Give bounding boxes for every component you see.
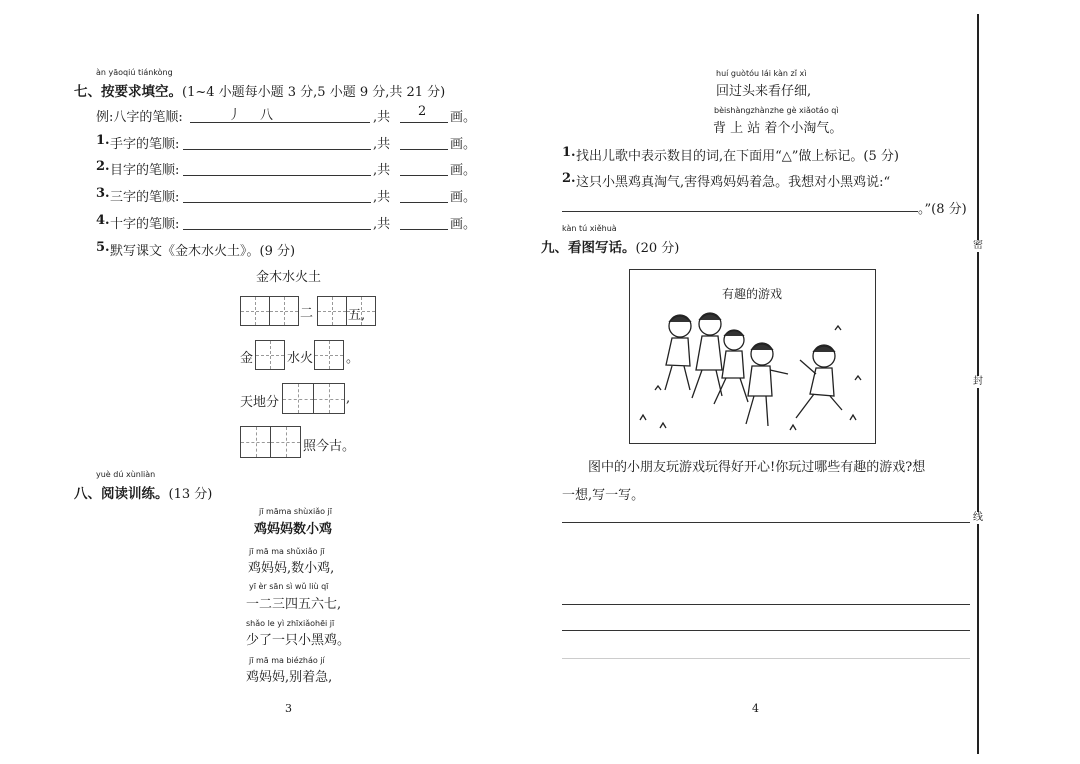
example-count-line: [400, 122, 448, 123]
poem-line2-end: 。: [346, 351, 360, 366]
q2-num: 2.: [562, 171, 576, 186]
page-number-3: 3: [285, 702, 292, 715]
s7-item3-hua: 画。: [450, 190, 477, 205]
s7-item2-count-line[interactable]: [400, 175, 448, 176]
s7-item3-label: 三字的笔顺:: [110, 190, 180, 205]
writing-grid-box[interactable]: [255, 340, 285, 370]
writing-grid-box[interactable]: [240, 426, 271, 458]
poem-cont-line2-text: 背 上 站 着个小淘气。: [713, 121, 843, 136]
poem-cont-line1-text: 回过头来看仔细,: [716, 84, 812, 99]
writing-grid-box[interactable]: [313, 383, 345, 414]
s8-line3-text: 少了一只小黑鸡。: [246, 633, 351, 648]
s7-item1-count-line[interactable]: [400, 149, 448, 150]
writing-grid-box[interactable]: [314, 340, 344, 370]
q2-end: 。”(8 分): [918, 202, 967, 217]
s7-item1-answer-line[interactable]: [183, 149, 371, 150]
picture-title: 有趣的游戏: [722, 287, 783, 301]
writing-grid-box[interactable]: [240, 296, 270, 326]
s7-item1-num: 1.: [96, 133, 110, 148]
s7-item4-label: 十字的笔顺:: [110, 217, 180, 232]
s7-score: (1~4 小题每小题 3 分,5 小题 9 分,共 21 分): [182, 85, 446, 100]
writing-line[interactable]: [562, 522, 970, 523]
q2-text: 这只小黑鸡真淘气,害得鸡妈妈着急。我想对小黑鸡说:“: [576, 175, 891, 190]
poem-line3-end: ,: [346, 391, 351, 406]
s7-item4-num: 4.: [96, 213, 110, 228]
writing-grid-box[interactable]: [282, 383, 314, 414]
s7-item5-num: 5.: [96, 240, 110, 255]
s8-line2-pinyin: yī èr sān sì wǔ liù qī: [249, 582, 329, 591]
s7-item1-gong: ,共: [373, 137, 391, 152]
s8-poem-pinyin: jī māma shùxiǎo jī: [259, 507, 332, 516]
s7-item1-hua: 画。: [450, 137, 477, 152]
page-number-4: 4: [752, 702, 759, 715]
children-playing-illustration: [629, 269, 876, 444]
s8-title: 八、阅读训练。: [74, 486, 169, 502]
s7-item4-hua: 画。: [450, 217, 477, 232]
poem-line1-end: 五,: [348, 308, 366, 323]
s7-item2-label: 目字的笔顺:: [110, 163, 180, 178]
s9-prompt-line1: 图中的小朋友玩游戏玩得好开心!你玩过哪些有趣的游戏?想: [588, 460, 926, 475]
s9-title: 九、看图写话。: [541, 240, 636, 256]
s8-line2-text: 一二三四五六七,: [246, 597, 342, 612]
writing-line[interactable]: [562, 630, 970, 631]
s7-pinyin: àn yāoqiú tiánkòng: [96, 68, 173, 77]
s7-item2-num: 2.: [96, 159, 110, 174]
example-gong: ,共: [373, 110, 391, 125]
margin-char-feng: 封: [973, 376, 983, 387]
s8-line4-pinyin: jī mā ma biézháo jí: [249, 656, 325, 665]
s8-line4-text: 鸡妈妈,别着急,: [246, 670, 333, 685]
example-stroke-2: 八: [260, 108, 274, 123]
example-hua: 画。: [450, 110, 477, 125]
writing-grid-box[interactable]: [270, 426, 301, 458]
s7-item2-answer-line[interactable]: [183, 175, 371, 176]
poem-line3-a: 天地分: [240, 395, 280, 410]
s7-poem-title: 金木水火土: [256, 270, 322, 285]
s7-title: 七、按要求填空。: [74, 84, 182, 100]
s9-score: (20 分): [635, 241, 680, 256]
example-stroke-1: 丿: [228, 108, 242, 123]
s7-item3-answer-line[interactable]: [183, 202, 371, 203]
s7-item4-gong: ,共: [373, 217, 391, 232]
q1-text: 找出儿歌中表示数目的词,在下面用“△”做上标记。(5 分): [576, 149, 899, 164]
s8-pinyin: yuè dú xùnliàn: [96, 470, 156, 479]
s7-item3-count-line[interactable]: [400, 202, 448, 203]
s7-item1-label: 手字的笔顺:: [110, 137, 180, 152]
poem-cont-line1-pinyin: huí guòtóu lái kàn zǐ xì: [716, 69, 807, 78]
q2-answer-line[interactable]: [562, 211, 918, 212]
writing-grid-box[interactable]: [317, 296, 347, 326]
children-playing-drawing: [630, 270, 875, 443]
example-answer-line: [190, 122, 370, 123]
poem-line2-a: 金: [240, 351, 254, 366]
writing-line[interactable]: [562, 604, 970, 605]
margin-char-mi: 密: [973, 240, 983, 251]
s8-line1-text: 鸡妈妈,数小鸡,: [248, 561, 335, 576]
s9-pinyin: kàn tú xiěhuà: [562, 224, 617, 233]
writing-grid-box[interactable]: [269, 296, 299, 326]
s7-item3-num: 3.: [96, 186, 110, 201]
s8-poem-title: 鸡妈妈数小鸡: [254, 522, 333, 537]
s8-heading: [74, 482, 212, 502]
s8-line1-pinyin: jī mā ma shǔxiǎo jī: [249, 547, 325, 556]
poem-line2-b: 水火: [287, 351, 314, 366]
margin-char-xian: 线: [973, 512, 983, 523]
example-count: 2: [418, 104, 427, 119]
poem-cont-line2-pinyin: bèishàngzhànzhe gè xiǎotáo qì: [714, 106, 839, 115]
s7-heading: [74, 80, 445, 100]
s7-example-label: 例:八字的笔顺:: [96, 110, 183, 125]
s9-prompt-line2: 一想,写一写。: [562, 488, 645, 503]
writing-line[interactable]: [562, 658, 970, 659]
s7-item5-label: 默写课文《金木水火土》。(9 分): [110, 244, 296, 259]
s7-item2-hua: 画。: [450, 163, 477, 178]
s7-item2-gong: ,共: [373, 163, 391, 178]
s7-item4-count-line[interactable]: [400, 229, 448, 230]
s7-item3-gong: ,共: [373, 190, 391, 205]
s8-score: (13 分): [168, 487, 213, 502]
s8-line3-pinyin: shǎo le yì zhīxiǎohēi jī: [246, 619, 335, 628]
s9-heading: [541, 236, 679, 256]
q1-num: 1.: [562, 145, 576, 160]
poem-line1-mid: 二: [300, 306, 314, 321]
poem-line4-end: 照今古。: [303, 439, 356, 454]
s7-item4-answer-line[interactable]: [183, 229, 371, 230]
